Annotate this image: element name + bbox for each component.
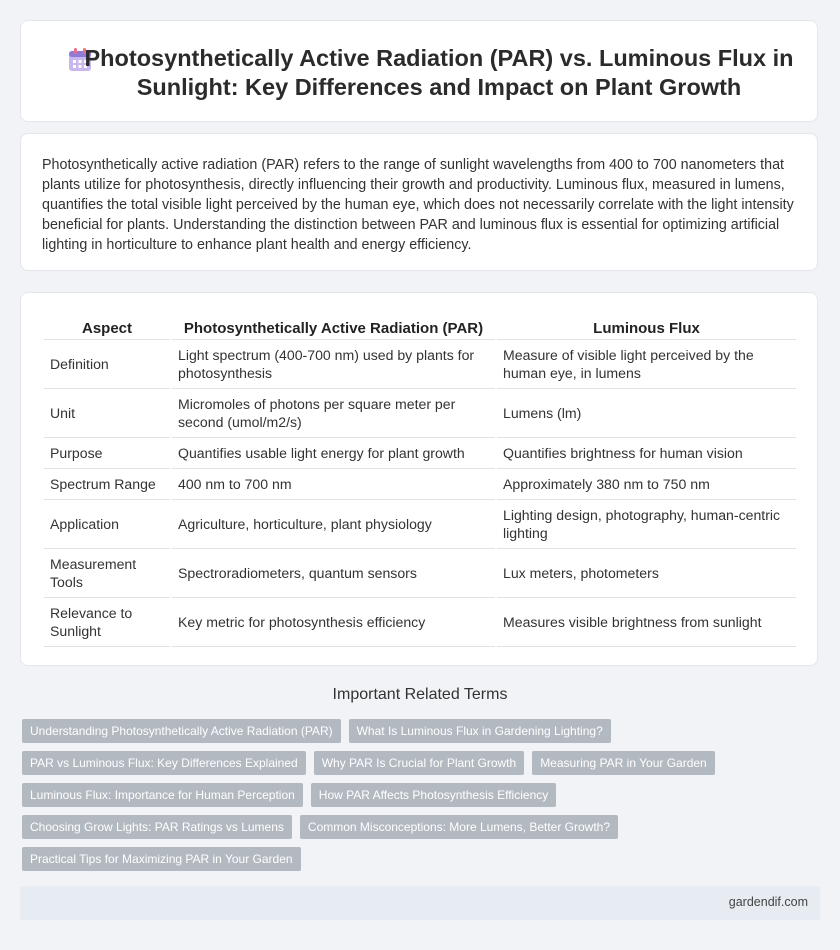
related-term-tag[interactable]: Common Misconceptions: More Lumens, Better Growth? xyxy=(300,815,618,839)
related-term-tag[interactable]: Measuring PAR in Your Garden xyxy=(532,751,715,775)
header-par: Photosynthetically Active Radiation (PAR) xyxy=(172,317,495,340)
aspect-cell: Definition xyxy=(44,340,170,389)
table-row xyxy=(44,438,796,469)
related-term-tag[interactable]: Practical Tips for Maximizing PAR in Your Garden xyxy=(22,847,301,871)
related-term-tag[interactable]: How PAR Affects Photosynthesis Efficiency xyxy=(311,783,556,807)
intro-card xyxy=(20,133,818,271)
par-cell: Spectroradiometers, quantum sensors xyxy=(172,549,495,598)
par-cell: Light spectrum (400-700 nm) used by plants for photosynthesis xyxy=(172,340,495,389)
aspect-cell: Relevance to Sunlight xyxy=(44,598,170,647)
aspect-cell: Purpose xyxy=(44,438,170,469)
flux-cell: Quantifies brightness for human vision xyxy=(497,438,796,469)
par-cell: Quantifies usable light energy for plant growth xyxy=(172,438,495,469)
header-luminous-flux: Luminous Flux xyxy=(497,317,796,340)
table-row xyxy=(44,469,796,500)
table-row xyxy=(44,549,796,598)
footer-site-link[interactable]: gardendif.com xyxy=(728,895,808,909)
comparison-table xyxy=(42,317,798,647)
table-row xyxy=(44,500,796,549)
par-cell: Agriculture, horticulture, plant physiology xyxy=(172,500,495,549)
header-card xyxy=(20,20,818,122)
flux-cell: Lux meters, photometers xyxy=(497,549,796,598)
aspect-cell: Measurement Tools xyxy=(44,549,170,598)
par-cell: Key metric for photosynthesis efficiency xyxy=(172,598,495,647)
par-cell: 400 nm to 700 nm xyxy=(172,469,495,500)
flux-cell: Approximately 380 nm to 750 nm xyxy=(497,469,796,500)
aspect-cell: Application xyxy=(44,500,170,549)
flux-cell: Measure of visible light perceived by the human eye, in lumens xyxy=(497,340,796,389)
related-term-tag[interactable]: Choosing Grow Lights: PAR Ratings vs Lumens xyxy=(22,815,292,839)
intro-paragraph: Photosynthetically active radiation (PAR) refers to the range of sunlight wavelengths from 400 to 700 nanometers that plants utilize for photosynthesis, directly influencing their growth and productivity. Luminous flux, measured in lumens, quantifies the total visible light perceived by the human eye, which does not necessarily correlate with the light intensity beneficial for plants. Understanding the distinction between PAR and luminous flux is essential for optimizing artificial lighting in horticulture to enhance plant health and energy efficiency. xyxy=(42,157,794,253)
related-term-tag[interactable]: Why PAR Is Crucial for Plant Growth xyxy=(314,751,525,775)
related-term-tag[interactable]: What Is Luminous Flux in Gardening Lighting? xyxy=(349,719,611,743)
par-cell: Micromoles of photons per square meter per second (umol/m2/s) xyxy=(172,389,495,438)
flux-cell: Measures visible brightness from sunlight xyxy=(497,598,796,647)
aspect-cell: Spectrum Range xyxy=(44,469,170,500)
page-title: Photosynthetically Active Radiation (PAR) vs. Luminous Flux in Sunlight: Key Differences and Impact on Plant Growth xyxy=(84,45,794,100)
header-aspect: Aspect xyxy=(44,317,170,340)
comparison-table-card xyxy=(20,292,818,666)
aspect-cell: Unit xyxy=(44,389,170,438)
related-term-tag[interactable]: Luminous Flux: Importance for Human Perception xyxy=(22,783,303,807)
related-term-tag[interactable]: Understanding Photosynthetically Active Radiation (PAR) xyxy=(22,719,341,743)
table-header-row xyxy=(44,317,796,340)
related-terms-heading: Important Related Terms xyxy=(332,686,508,703)
flux-cell: Lighting design, photography, human-centric lighting xyxy=(497,500,796,549)
flux-cell: Lumens (lm) xyxy=(497,389,796,438)
related-terms-tags xyxy=(22,719,812,879)
table-row xyxy=(44,389,796,438)
table-row xyxy=(44,598,796,647)
footer xyxy=(20,886,820,920)
table-row xyxy=(44,340,796,389)
related-term-tag[interactable]: PAR vs Luminous Flux: Key Differences Explained xyxy=(22,751,306,775)
